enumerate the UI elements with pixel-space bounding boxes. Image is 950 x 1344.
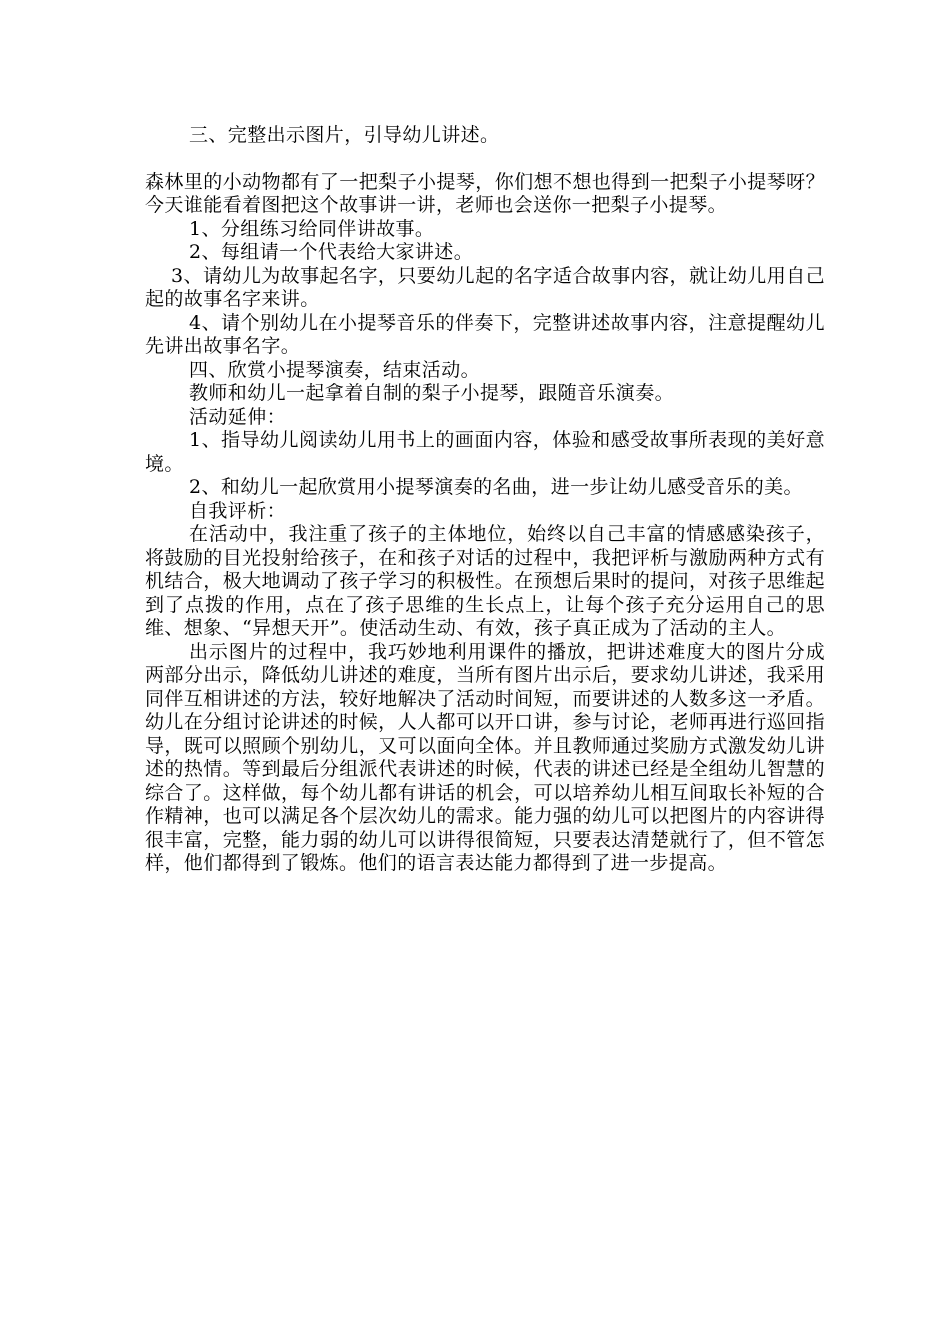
list-item-4: 4、请个别幼儿在小提琴音乐的伴奏下，完整讲述故事内容，注意提醒幼儿先讲出故事名字。 (145, 311, 825, 357)
list-item-2: 2、每组请一个代表给大家讲述。 (189, 241, 474, 263)
paragraph-performance: 教师和幼儿一起拿着自制的梨子小提琴，跟随音乐演奏。 (189, 382, 675, 404)
extension-item-2: 2、和幼儿一起欣赏用小提琴演奏的名曲，进一步让幼儿感受音乐的美。 (189, 476, 803, 498)
extension-item-1: 1、指导幼儿阅读幼儿用书上的画面内容，体验和感受故事所表现的美好意境。 (145, 429, 825, 475)
heading-activity-extension: 活动延伸： (189, 405, 287, 428)
evaluation-paragraph-1: 在活动中，我注重了孩子的主体地位，始终以自己丰富的情感感染孩子，将鼓励的目光投射给孩子，在和孩子对话的过程中，我把评析与激励两种方式有机结合，极大地调动了孩子学习的积极性。在预想后果时的提问，对孩子思维起到了点拨的作用，点在了孩子思维的生长点上，让每个孩子充分运用自己的思维、想象、“异想天开”。使活动生动、有效，孩子真正成为了活动的主人。 (145, 523, 825, 639)
heading-self-evaluation: 自我评析： (189, 499, 287, 522)
section-heading-four: 四、欣赏小提琴演奏，结束活动。 (189, 358, 481, 381)
paragraph-intro: 森林里的小动物都有了一把梨子小提琴，你们想不想也得到一把梨子小提琴呀？今天谁能看着图把这个故事讲一讲，老师也会送你一把梨子小提琴。 (145, 170, 825, 216)
evaluation-paragraph-2: 出示图片的过程中，我巧妙地利用课件的播放，把讲述难度大的图片分成两部分出示，降低幼儿讲述的难度，当所有图片出示后，要求幼儿讲述，我采用同伴互相讲述的方法，较好地解决了活动时间短，而要讲述的人数多这一矛盾。幼儿在分组讨论讲述的时候，人人都可以开口讲，参与讨论，老师再进行巡回指导，既可以照顾个别幼儿，又可以面向全体。并且教师通过奖励方式激发幼儿讲述的热情。等到最后分组派代表讲述的时候，代表的讲述已经是全组幼儿智慧的综合了。这样做，每个幼儿都有讲话的机会，可以培养幼儿相互间取长补短的合作精神，也可以满足各个层次幼儿的需求。能力强的幼儿可以把图片的内容讲得很丰富，完整，能力弱的幼儿可以讲得很简短，只要表达清楚就行了，但不管怎样，他们都得到了锻炼。他们的语言表达能力都得到了进一步提高。 (145, 640, 825, 874)
section-heading-three: 三、完整出示图片，引导幼儿讲述。 (189, 124, 500, 146)
list-item-3: 3、请幼儿为故事起名字，只要幼儿起的名字适合故事内容，就让幼儿用自己起的故事名字来讲。 (145, 264, 825, 310)
list-item-1: 1、分组练习给同伴讲故事。 (189, 217, 435, 240)
document-body (145, 124, 825, 876)
